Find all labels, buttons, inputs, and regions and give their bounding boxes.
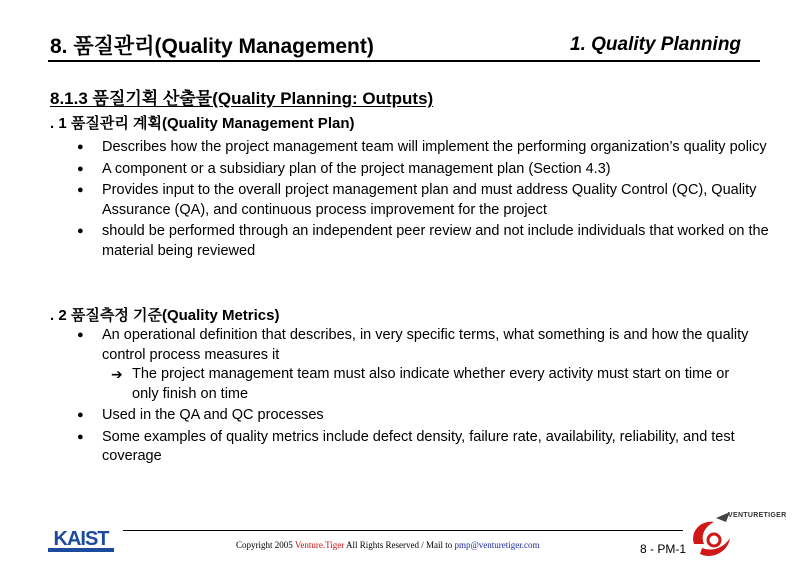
bullet-text: A component or a subsidiary plan of the project management plan (Section 4.3): [102, 160, 611, 177]
copyright-notice: [236, 540, 540, 550]
list-item: [75, 222, 775, 261]
kaist-logo: [48, 525, 118, 560]
subsection-heading-quality-metrics: . 2 품질측정 기준(Quality Metrics): [50, 307, 280, 324]
bullet-icon: ●: [77, 430, 84, 443]
list-item: [75, 326, 755, 404]
bullet-text: should be performed through an independent peer review and not include individuals that worked on the material being reviewed: [102, 223, 769, 259]
list-item: [75, 406, 755, 426]
list-item: [75, 160, 775, 180]
arrow-right-icon: ➔: [111, 366, 123, 382]
copyright-email: pmp@venturetiger.com: [454, 540, 540, 550]
footer-divider: [123, 530, 683, 531]
arrow-note: [102, 365, 755, 404]
bullet-text: Some examples of quality metrics include defect density, failure rate, availability, reliability, and test coverage: [102, 428, 735, 464]
bullet-icon: ●: [77, 409, 84, 421]
kaist-logo-graphic: [48, 525, 118, 555]
venturetiger-logo-text: VENTURETIGER: [728, 512, 787, 519]
page-number: 8 - PM-1: [640, 542, 687, 556]
bullet-icon: ●: [77, 184, 84, 196]
copyright-middle: All Rights Reserved / Mail to: [344, 540, 455, 550]
bullet-icon: ●: [77, 225, 84, 237]
svg-text:KAIST: KAIST: [53, 528, 109, 550]
section-subtitle: 1. Quality Planning: [570, 34, 742, 55]
copyright-prefix: Copyright 2005: [236, 540, 295, 550]
copyright-brand: Venture.Tiger: [294, 540, 345, 550]
bullet-text: Used in the QA and QC processes: [102, 407, 324, 423]
bullet-text: An operational definition that describes, in very specific terms, what something is and how the quality control process measures it: [102, 327, 749, 363]
bullet-list-quality-management-plan: [75, 138, 775, 263]
bullet-icon: ●: [77, 162, 84, 175]
chapter-title: 8. 품질관리(Quality Management): [50, 35, 374, 58]
list-item: [75, 428, 755, 467]
section-heading: 8.1.3 품질기획 산출물(Quality Planning: Outputs): [50, 89, 434, 108]
bullet-icon: ●: [77, 141, 84, 153]
arrow-note-text: The project management team must also indicate whether every activity must start on time or only finish on time: [132, 366, 730, 402]
header-divider: [48, 60, 760, 62]
bullet-text: Describes how the project management team will implement the performing organization’s quality policy: [102, 139, 767, 155]
list-item: [75, 181, 775, 220]
bullet-text: Provides input to the overall project management plan and must address Quality Control (QC), Quality Assurance (QA), and continuous process improvement for the project: [102, 182, 757, 218]
list-item: [75, 138, 775, 158]
bullet-icon: ●: [77, 329, 84, 341]
subsection-heading-quality-management-plan: . 1 품질관리 계획(Quality Management Plan): [50, 115, 355, 132]
bullet-list-quality-metrics: [75, 326, 755, 469]
